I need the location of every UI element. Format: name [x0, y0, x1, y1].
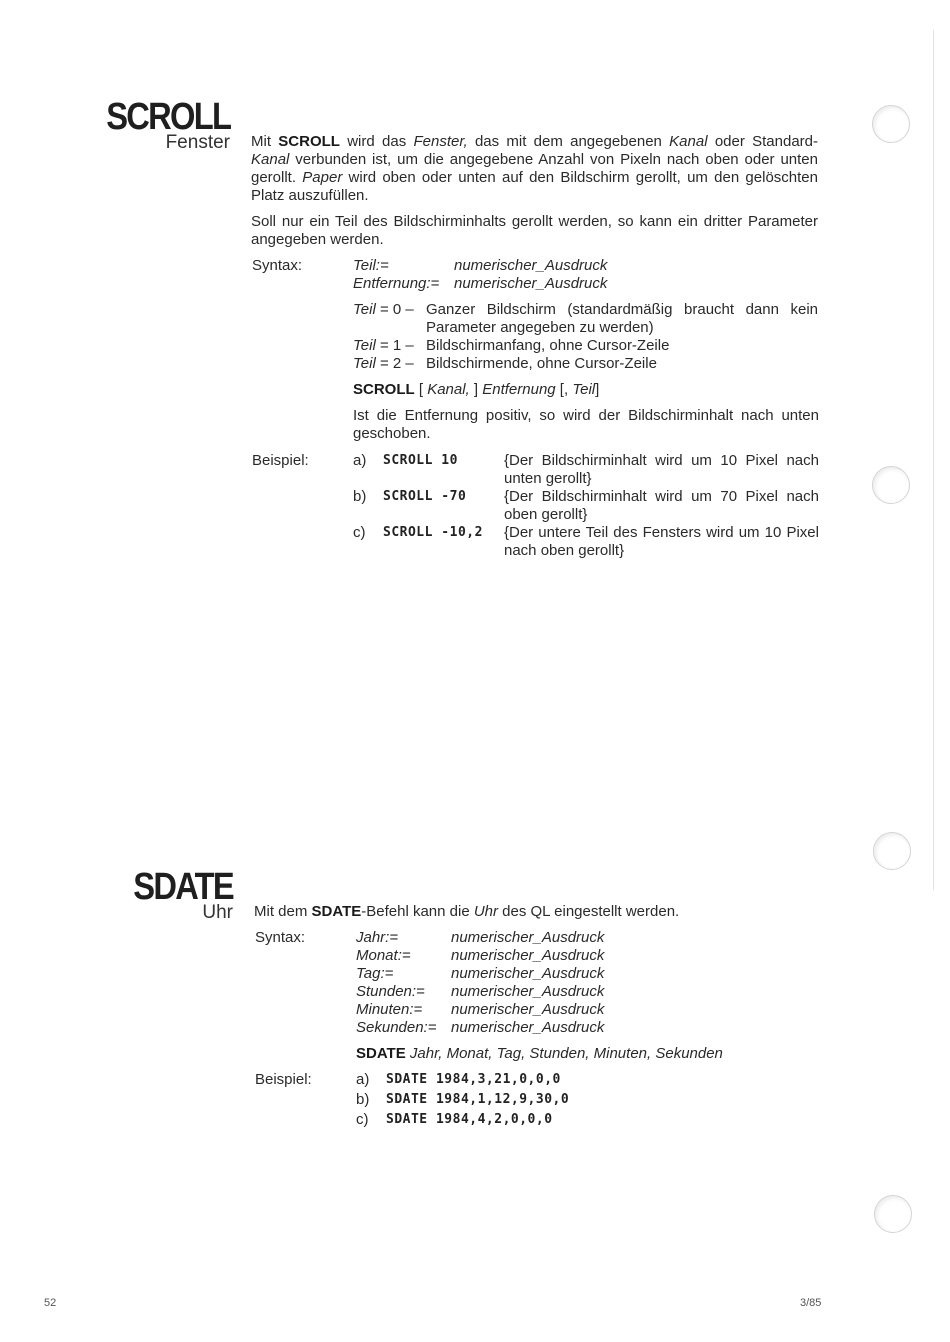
- example-code: SDATE 1984,3,21,0,0,0: [386, 1072, 561, 1087]
- syntax-def: numerischer_Ausdruck: [451, 947, 605, 964]
- scroll-para-1: [251, 133, 818, 205]
- keyword-text: SDATE: [311, 903, 362, 920]
- binder-hole-4: [874, 1195, 912, 1233]
- syntax-term: Teil:=: [353, 257, 389, 274]
- syntax-def: numerischer_Ausdruck: [451, 965, 605, 982]
- emphasis-text: Uhr: [473, 903, 498, 920]
- example-code: SCROLL -70: [383, 489, 467, 504]
- syntax-def: numerischer_Ausdruck: [454, 275, 608, 292]
- example-desc: {Der Bildschirminhalt wird um 10 Pixel nach unten gerollt}: [504, 452, 819, 487]
- sdate-syntax-form: [356, 1045, 723, 1063]
- sdate-examples: [356, 1071, 656, 1131]
- emphasis-text: Paper: [302, 169, 343, 186]
- scroll-syntax-label: Syntax:: [252, 257, 303, 274]
- footer-date: 3/85: [800, 1297, 822, 1309]
- scroll-syntax-list: [353, 257, 653, 297]
- body-text: -Befehl kann die: [361, 903, 474, 920]
- page-number: 52: [44, 1297, 57, 1309]
- syntax-def: numerischer_Ausdruck: [451, 1001, 605, 1018]
- example-code: SDATE 1984,4,2,0,0,0: [386, 1112, 553, 1127]
- page-edge-rule: [933, 30, 934, 890]
- scroll-para-2: Soll nur ein Teil des Bildschirminhalts gerollt werden, so kann ein dritter Parameter angegeben werden.: [251, 213, 818, 248]
- emphasis-text: Kanal: [669, 133, 708, 150]
- body-text: wird das: [339, 133, 414, 150]
- example-letter: a): [356, 1071, 370, 1088]
- binder-hole-2: [872, 466, 910, 504]
- body-text: [,: [555, 381, 573, 398]
- keyword-text: SCROLL: [353, 381, 415, 398]
- emphasis-text: Entfernung: [482, 381, 556, 398]
- teil-options: [353, 301, 819, 373]
- syntax-term: Monat:=: [356, 947, 411, 964]
- teil-text: Bildschirmende, ohne Cursor-Zeile: [426, 355, 657, 372]
- syntax-def: numerischer_Ausdruck: [454, 257, 608, 274]
- syntax-term: Tag:=: [356, 965, 394, 982]
- scroll-description: [251, 133, 818, 249]
- example-code: SCROLL -10,2: [383, 525, 483, 540]
- body-text: ]: [595, 381, 600, 398]
- teil-label: Teil = 1 –: [353, 337, 414, 354]
- body-text: verbunden ist, um die angegebene Anzahl von Pixeln nach oben oder unten gerollt.: [251, 151, 818, 186]
- emphasis-text: Jahr, Monat, Tag, Stunden, Minuten, Sekunden: [409, 1045, 723, 1062]
- scroll-keyword-subtitle: Fenster: [165, 132, 230, 153]
- teil-text: Ganzer Bildschirm (standardmäßig braucht dann kein Parameter angegeben zu werden): [426, 301, 818, 336]
- teil-label: Teil = 0 –: [353, 301, 414, 318]
- body-text: ]: [469, 381, 483, 398]
- example-code: SCROLL 10: [383, 453, 458, 468]
- emphasis-text: Kanal: [251, 151, 290, 168]
- syntax-def: numerischer_Ausdruck: [451, 1019, 605, 1036]
- binder-hole-3: [873, 832, 911, 870]
- example-desc: {Der Bildschirminhalt wird um 70 Pixel nach oben gerollt}: [504, 488, 819, 523]
- scroll-keyword-title: SCROLL: [105, 96, 230, 138]
- keyword-text: SDATE: [356, 1045, 406, 1062]
- body-text: Mit: [251, 133, 279, 150]
- body-text: wird oben oder unten auf den Bildschirm gerollt, um den gelöschten Platz auszufüllen.: [251, 169, 818, 204]
- body-text: Mit dem: [254, 903, 312, 920]
- teil-text: Bildschirmanfang, ohne Cursor-Zeile: [426, 337, 670, 354]
- syntax-def: numerischer_Ausdruck: [451, 929, 605, 946]
- emphasis-text: Fenster,: [413, 133, 468, 150]
- scroll-syntax-form: [353, 381, 599, 399]
- example-desc: {Der untere Teil des Fensters wird um 10 Pixel nach oben gerollt}: [504, 524, 819, 559]
- example-letter: c): [353, 524, 366, 541]
- teil-label: Teil = 2 –: [353, 355, 414, 372]
- syntax-def: numerischer_Ausdruck: [451, 983, 605, 1000]
- sdate-intro: [254, 903, 679, 921]
- sdate-keyword-title: SDATE: [133, 866, 233, 908]
- emphasis-text: Kanal,: [427, 381, 470, 398]
- sdate-keyword-subtitle: Uhr: [202, 902, 233, 923]
- syntax-term: Stunden:=: [356, 983, 425, 1000]
- sdate-syntax-label: Syntax:: [255, 929, 306, 946]
- example-letter: b): [356, 1091, 370, 1108]
- example-letter: a): [353, 452, 367, 469]
- body-text: das mit dem angegebenen: [467, 133, 670, 150]
- scroll-note: Ist die Entfernung positiv, so wird der Bildschirminhalt nach unten geschoben.: [353, 407, 819, 442]
- scroll-example-label: Beispiel:: [252, 452, 309, 469]
- syntax-term: Minuten:=: [356, 1001, 423, 1018]
- keyword-text: SCROLL: [278, 133, 340, 150]
- example-code: SDATE 1984,1,12,9,30,0: [386, 1092, 570, 1107]
- body-text: oder Standard-: [707, 133, 818, 150]
- body-text: des QL eingestellt werden.: [498, 903, 680, 920]
- sdate-example-label: Beispiel:: [255, 1071, 312, 1088]
- syntax-term: Entfernung:=: [353, 275, 440, 292]
- syntax-term: Jahr:=: [356, 929, 399, 946]
- emphasis-text: Teil: [572, 381, 596, 398]
- example-letter: c): [356, 1111, 369, 1128]
- body-text: [: [414, 381, 428, 398]
- scroll-examples: [353, 452, 819, 562]
- binder-hole-1: [872, 105, 910, 143]
- sdate-syntax-list: [356, 929, 656, 1039]
- example-letter: b): [353, 488, 367, 505]
- syntax-term: Sekunden:=: [356, 1019, 437, 1036]
